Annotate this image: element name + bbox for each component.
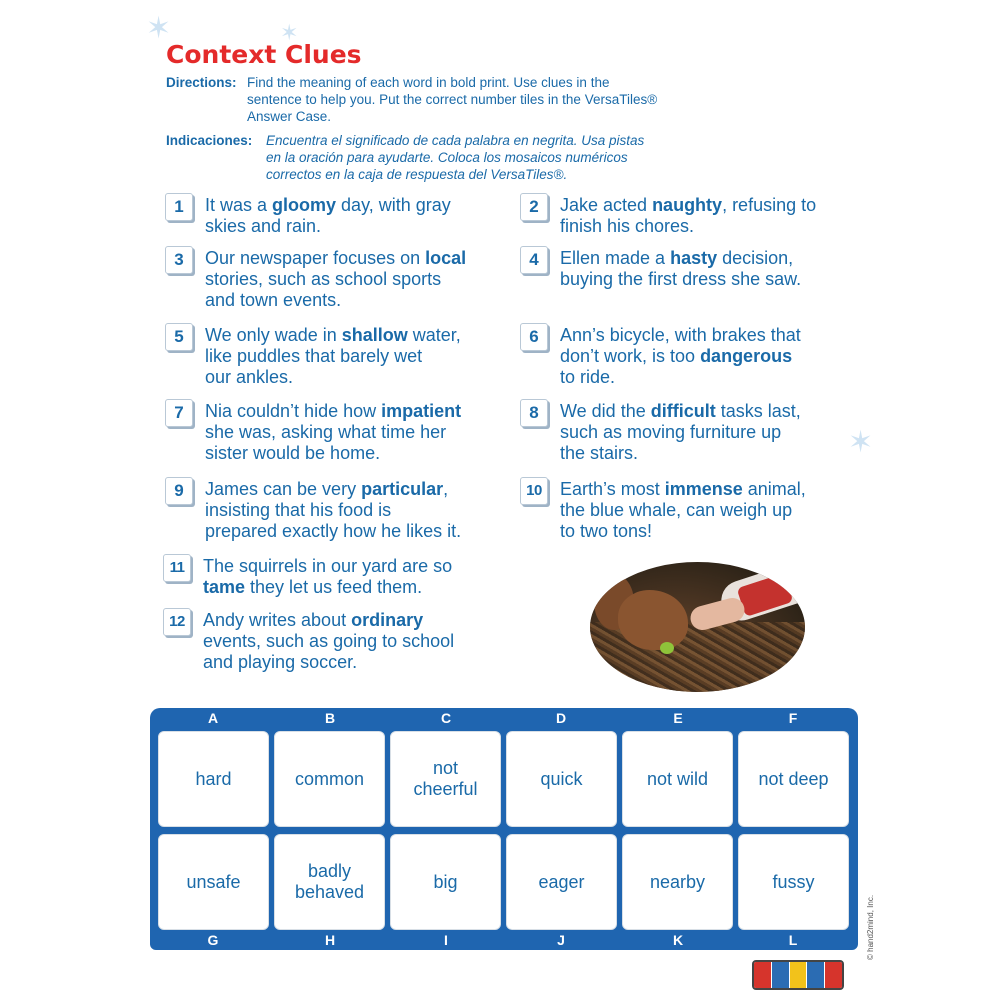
question-line-3: prepared exactly how he likes it.: [205, 521, 462, 541]
question-text-end: water,: [407, 325, 461, 345]
column-letter-d: D: [555, 710, 567, 726]
question-line-3: the stairs.: [560, 443, 639, 463]
question-text: [560, 248, 801, 290]
question-line-2: insisting that his food is: [205, 500, 392, 520]
bold-word: shallow: [341, 325, 408, 345]
bold-word: impatient: [381, 401, 462, 421]
answer-tile-i[interactable]: big: [390, 834, 501, 930]
indicaciones-label: Indicaciones:: [166, 133, 253, 148]
versatiles-logo: [752, 960, 844, 990]
indicaciones-line-1: Encuentra el significado de cada palabra en negrita. Usa pistas: [266, 133, 645, 148]
indicaciones-line-3: correctos en la caja de respuesta del VersaTiles®.: [266, 167, 568, 182]
question-text-start: We only wade in: [205, 325, 342, 345]
question-line-2: don’t work, is too: [560, 346, 701, 366]
answer-tile-e[interactable]: not wild: [622, 731, 733, 827]
question-text: [560, 195, 816, 237]
question-line-3: our ankles.: [205, 367, 294, 387]
question-line-2: they let us feed them.: [245, 577, 423, 597]
question-line-2: finish his chores.: [560, 216, 695, 236]
directions-spanish: [166, 132, 766, 183]
answer-tile-f[interactable]: not deep: [738, 731, 849, 827]
question-text-end: ,: [443, 479, 449, 499]
answer-tile-c[interactable]: not cheerful: [390, 731, 501, 827]
number-tile: 9: [165, 477, 193, 505]
answer-tile-g[interactable]: unsafe: [158, 834, 269, 930]
photo-squirrel: [618, 590, 688, 650]
directions-line-1: Find the meaning of each word in bold print. Use clues in the: [247, 75, 610, 90]
question-text-start: It was a: [205, 195, 273, 215]
bold-word: immense: [664, 479, 743, 499]
question-line-2: events, such as going to school: [203, 631, 455, 651]
squirrel-photo: [590, 562, 805, 692]
question-text-end: day, with gray: [336, 195, 451, 215]
column-letter-l: L: [788, 932, 798, 948]
question-line-3: to ride.: [560, 367, 616, 387]
question-text: [203, 556, 452, 598]
question-text-start: Nia couldn’t hide how: [205, 401, 382, 421]
number-tile: 5: [165, 323, 193, 351]
column-letter-a: A: [207, 710, 219, 726]
indicaciones-line-2: en la oración para ayudarte. Coloca los mosaicos numéricos: [266, 150, 628, 165]
bold-word: naughty: [652, 195, 723, 215]
answer-tile-d[interactable]: quick: [506, 731, 617, 827]
star-decoration-icon: ✶: [280, 20, 299, 45]
page-title: Context Clues: [166, 40, 362, 69]
number-tile: 7: [165, 399, 193, 427]
number-tile: 2: [520, 193, 548, 221]
directions-line-3: Answer Case.: [247, 109, 332, 124]
bold-word: difficult: [650, 401, 716, 421]
question-line-2: skies and rain.: [205, 216, 322, 236]
question-text-start: We did the: [560, 401, 651, 421]
logo-block: [754, 962, 772, 988]
number-tile: 11: [163, 554, 191, 582]
question-text: [560, 401, 801, 464]
number-tile: 4: [520, 246, 548, 274]
question-line-3: and playing soccer.: [203, 652, 358, 672]
question-text-start: Andy writes about: [203, 610, 352, 630]
answer-tile-k[interactable]: nearby: [622, 834, 733, 930]
question-text: [205, 479, 461, 542]
question-line-2: such as moving furniture up: [560, 422, 782, 442]
question-text-start: Ellen made a: [560, 248, 671, 268]
column-letter-k: K: [672, 932, 684, 948]
bold-word: gloomy: [272, 195, 337, 215]
question-line-3: sister would be home.: [205, 443, 381, 463]
column-letter-g: G: [207, 932, 219, 948]
bold-word: particular: [361, 479, 444, 499]
question-text-start: Our newspaper focuses on: [205, 248, 426, 268]
star-decoration-icon: ✶: [146, 12, 172, 45]
column-letter-h: H: [324, 932, 336, 948]
column-letter-c: C: [440, 710, 452, 726]
question-text-start: Ann’s bicycle, with brakes that: [560, 325, 801, 345]
answer-tile-j[interactable]: eager: [506, 834, 617, 930]
bold-word: hasty: [670, 248, 718, 268]
number-tile: 12: [163, 608, 191, 636]
answer-tile-h[interactable]: badly behaved: [274, 834, 385, 930]
question-line-3: and town events.: [205, 290, 342, 310]
column-letter-i: I: [444, 932, 448, 948]
question-text: [205, 248, 466, 311]
number-tile: 8: [520, 399, 548, 427]
question-text: [560, 325, 801, 388]
bold-word: tame: [203, 577, 246, 597]
question-text: [205, 401, 461, 464]
question-text-end: animal,: [742, 479, 806, 499]
column-letter-b: B: [324, 710, 336, 726]
bold-word: dangerous: [700, 346, 793, 366]
question-text-start: Earth’s most: [560, 479, 665, 499]
question-line-3: to two tons!: [560, 521, 653, 541]
bold-word: local: [425, 248, 467, 268]
question-text-end: decision,: [717, 248, 794, 268]
question-text-start: The squirrels in our yard are so: [203, 556, 453, 576]
question-text-start: Jake acted: [560, 195, 653, 215]
logo-block: [825, 962, 842, 988]
question-line-2: buying the first dress she saw.: [560, 269, 802, 289]
directions-line-2: sentence to help you. Put the correct number tiles in the VersaTiles®: [247, 92, 658, 107]
question-text: [203, 610, 454, 673]
answer-case: [150, 708, 858, 950]
directions-english: [166, 74, 766, 125]
photo-leaf: [660, 642, 674, 654]
column-letter-j: J: [557, 932, 565, 948]
answer-tile-a[interactable]: hard: [158, 731, 269, 827]
question-line-2: like puddles that barely wet: [205, 346, 423, 366]
question-line-2: stories, such as school sports: [205, 269, 442, 289]
bold-word: ordinary: [351, 610, 424, 630]
logo-block: [790, 962, 808, 988]
column-letter-f: F: [788, 710, 798, 726]
question-text-start: James can be very: [205, 479, 362, 499]
question-text: [560, 479, 806, 542]
number-tile: 3: [165, 246, 193, 274]
question-text-end: , refusing to: [722, 195, 817, 215]
copyright-text: © hand2mind, Inc.: [866, 894, 875, 960]
answer-tile-l[interactable]: fussy: [738, 834, 849, 930]
question-text-end: tasks last,: [715, 401, 801, 421]
number-tile: 10: [520, 477, 548, 505]
column-letter-e: E: [673, 710, 683, 726]
logo-block: [772, 962, 790, 988]
question-line-2: the blue whale, can weigh up: [560, 500, 793, 520]
directions-label: Directions:: [166, 75, 237, 90]
star-decoration-icon: ✶: [848, 426, 874, 459]
number-tile: 6: [520, 323, 548, 351]
question-line-2: she was, asking what time her: [205, 422, 447, 442]
logo-block: [807, 962, 825, 988]
question-text: [205, 325, 461, 388]
number-tile: 1: [165, 193, 193, 221]
answer-tile-b[interactable]: common: [274, 731, 385, 827]
question-text: [205, 195, 451, 237]
